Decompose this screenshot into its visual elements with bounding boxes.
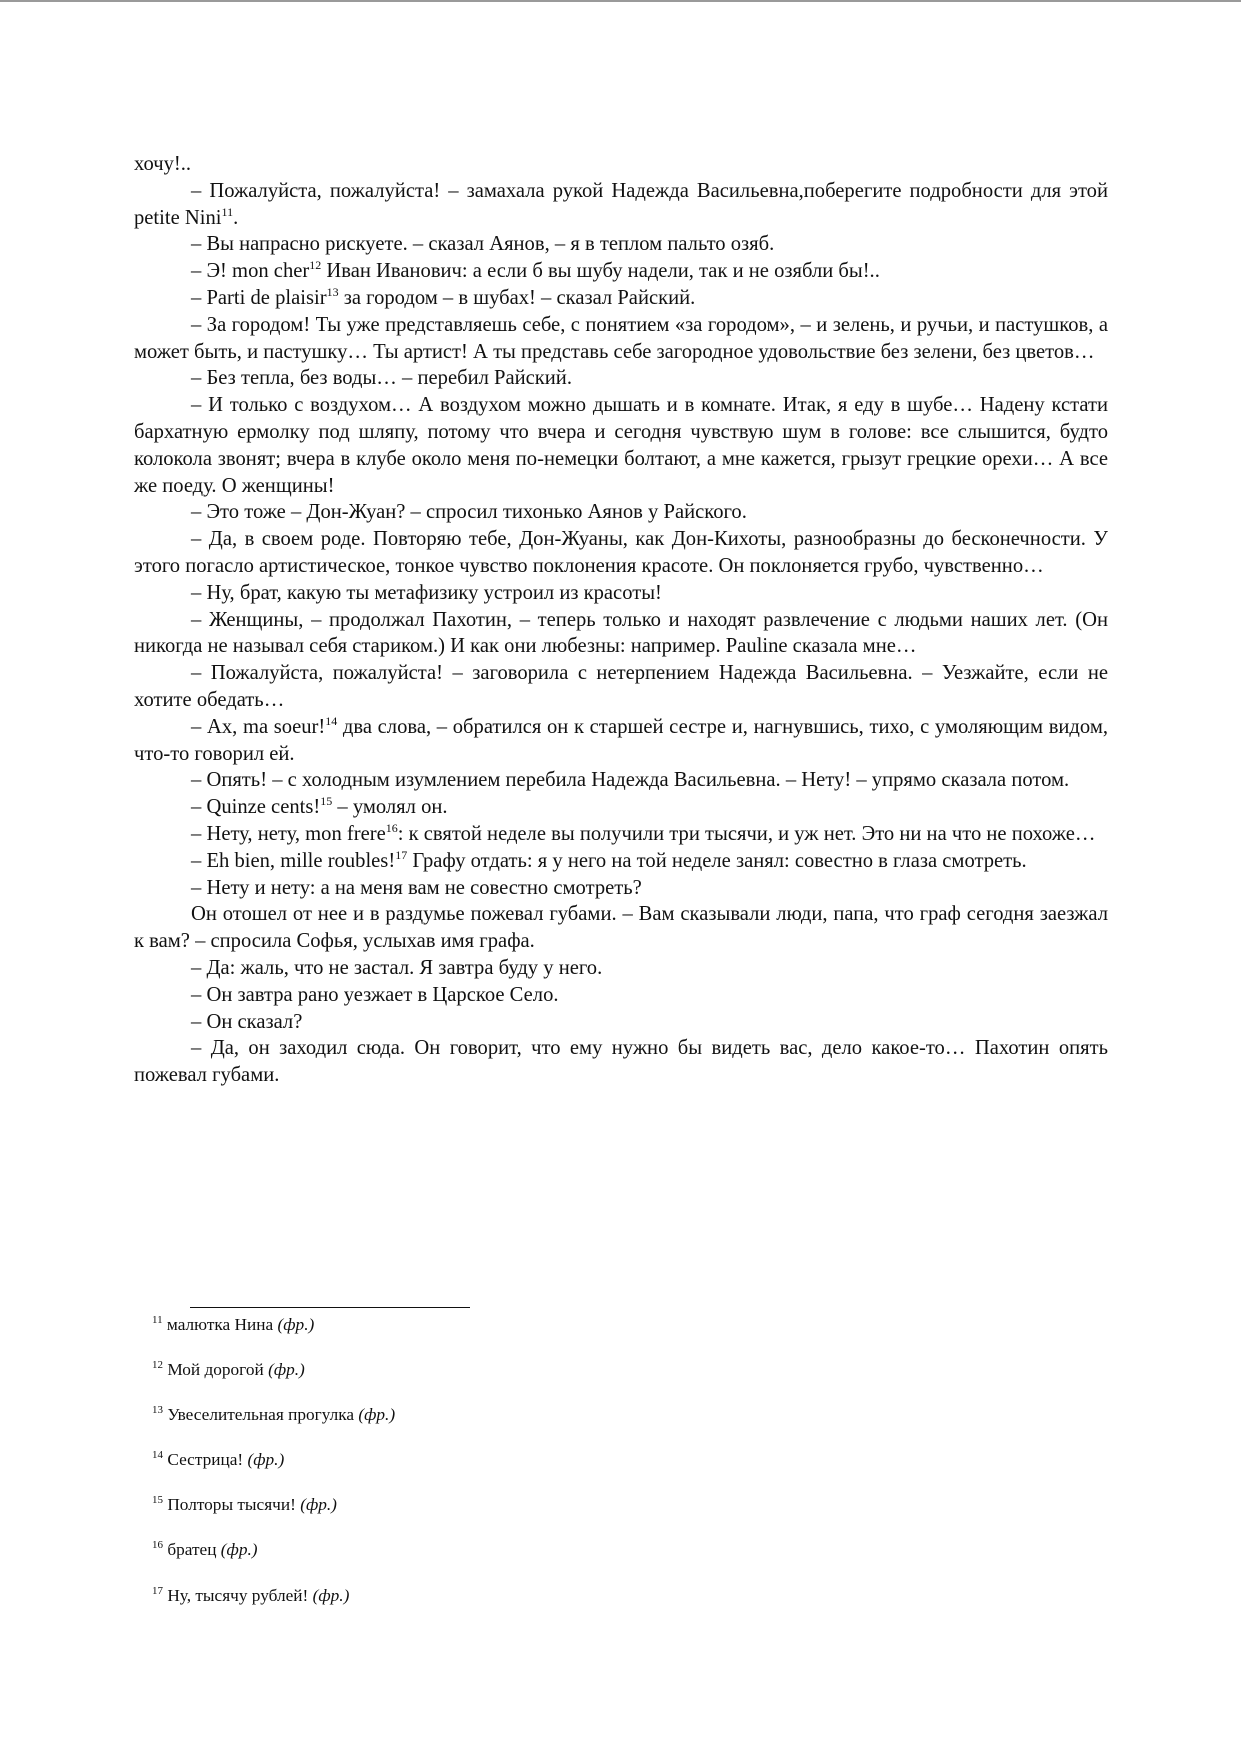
paragraph-text: хочу!.. (134, 153, 192, 175)
paragraph-text: Он отошел от нее и в раздумье пожевал губами. – Вам сказывали люди, папа, что граф сегодня заезжал к вам? – спросила Софья, услыхав имя графа. (134, 903, 1108, 953)
paragraph (134, 1035, 1108, 1089)
footnote-text: Ну, тысячу рублей! (167, 1585, 309, 1605)
paragraph-text: Иван Иванович: а если б вы шубу надели, так и не озябли бы!.. (321, 260, 880, 283)
paragraph (134, 1009, 1108, 1036)
paragraph (134, 580, 1108, 607)
paragraph (134, 875, 1108, 902)
footnote-lang: (фр.) (220, 1540, 258, 1560)
footnote-lang: (фр.) (300, 1495, 337, 1515)
paragraph-text: – Он сказал? (191, 1010, 303, 1033)
footnote-text: Сестрица! (167, 1450, 244, 1470)
footnote-text: малютка Нина (166, 1315, 274, 1334)
paragraph (134, 499, 1108, 526)
footnote-number: 14 (152, 1449, 163, 1462)
footnote-number: 17 (152, 1584, 163, 1597)
footnote-separator (190, 1307, 470, 1308)
paragraph-text: : к святой неделе вы получили три тысячи, и уж нет. Это ни на что не похоже… (397, 822, 1096, 845)
paragraph-text: Графу отдать: я у него на той неделе занял: совестно в глаза смотреть. (407, 849, 1027, 872)
footnotes (152, 1314, 1052, 1630)
footnote-text: Полторы тысячи! (167, 1495, 296, 1515)
paragraph (134, 821, 1108, 848)
paragraph-text: – умолял он. (332, 796, 448, 819)
paragraph-text: – Женщины, – продолжал Пахотин, – теперь только и находят развлечение с людьми наших лет. (Он никогда не называл себя стариком.) И как они любезны: например. Pauline сказала мне… (134, 608, 1108, 658)
footnote-ref[interactable]: 13 (326, 285, 339, 300)
paragraph (134, 660, 1108, 714)
paragraph (134, 607, 1108, 661)
paragraph-text: . (233, 206, 239, 229)
footnote-lang: (фр.) (247, 1450, 285, 1470)
paragraph (134, 285, 1108, 312)
paragraph (134, 392, 1108, 499)
paragraph (134, 178, 1108, 232)
paragraph (134, 151, 1108, 178)
footnote-text: братец (167, 1540, 217, 1560)
footnote (152, 1359, 1052, 1404)
paragraph-text: – Пожалуйста, пожалуйста! – заговорила с нетерпением Надежда Васильевна. – Уезжайте, если не хотите обедать… (134, 662, 1108, 711)
paragraph-text: – И только с воздухом… А воздухом можно дышать и в комнате. Итак, я еду в шубе… Надену кстати бархатную ермолку под шляпу, потому что вчера и сегодня чувствую шум в голове: все слышится, будто колокола звонят; вчера в клубе около меня по-немецки болтают, а мне кажется, грызут грецкие орехи… А все же поеду. О женщины! (134, 394, 1108, 497)
paragraph (134, 848, 1108, 875)
paragraph-text: – Без тепла, без воды… – перебил Райский. (191, 367, 572, 390)
footnote (152, 1494, 1052, 1539)
paragraph (134, 526, 1108, 580)
footnote-ref[interactable]: 12 (309, 258, 322, 273)
paragraph (134, 901, 1108, 955)
paragraph (134, 714, 1108, 768)
footnote-ref[interactable]: 16 (385, 821, 398, 836)
paragraph (134, 982, 1108, 1009)
paragraph-text: – Он завтра рано уезжает в Царское Село. (191, 983, 559, 1006)
footnote (152, 1449, 1052, 1494)
paragraph-text: – Да, он заходил сюда. Он говорит, что ему нужно бы видеть вас, дело какое-то… Пахотин опять пожевал губами. (134, 1037, 1108, 1087)
footnote-number: 12 (152, 1359, 163, 1372)
paragraph-text: – Вы напрасно рискуете. – сказал Аянов, – я в теплом пальто озяб. (191, 233, 775, 256)
paragraph (134, 767, 1108, 794)
paragraph (134, 365, 1108, 392)
footnote-lang: (фр.) (277, 1315, 315, 1334)
footnote-ref[interactable]: 11 (221, 204, 234, 219)
footnote-ref[interactable]: 14 (325, 713, 338, 728)
paragraph-text: – Пожалуйста, пожалуйста! – замахала рукой Надежда Васильевна,поберегите подробности для этой petite Nini (134, 179, 1108, 229)
footnote-lang: (фр.) (268, 1360, 305, 1380)
footnote (152, 1539, 1052, 1584)
paragraph-text: – Ах, ma soeur! (191, 715, 326, 738)
paragraph-text: – Э! mon cher (191, 260, 310, 283)
footnote (152, 1314, 1052, 1359)
paragraph-text: – За городом! Ты уже представляешь себе, с понятием «за городом», – и зелень, и ручьи, и пастушков, а может быть, и пастушку… Ты артист! А ты представь себе загородное удовольствие без зелени, без цветов… (134, 313, 1108, 363)
paragraph (134, 955, 1108, 982)
paragraph-text: – Quinze cents! (191, 796, 321, 819)
footnote-text: Мой дорогой (167, 1360, 264, 1380)
paragraph (134, 231, 1108, 258)
footnote-number: 11 (152, 1314, 163, 1327)
paragraph-text: – Да: жаль, что не застал. Я завтра буду у него. (191, 956, 603, 979)
page-body (134, 151, 1108, 1089)
footnote-text: Увеселительная прогулка (167, 1405, 355, 1425)
footnote-number: 16 (152, 1539, 163, 1552)
paragraph-text: – Parti de plaisir (191, 286, 327, 309)
paragraph-text: – Опять! – с холодным изумлением перебила Надежда Васильевна. – Нету! – упрямо сказала потом. (191, 769, 1070, 792)
footnote-lang: (фр.) (358, 1405, 396, 1425)
footnote-ref[interactable]: 15 (320, 794, 333, 809)
paragraph (134, 258, 1108, 285)
paragraph-text: два слова, – обратился он к старшей сестре и, нагнувшись, тихо, с умоляющим видом, что-то говорил ей. (134, 715, 1108, 765)
paragraph (134, 312, 1108, 366)
paragraph-text: – Да, в своем роде. Повторяю тебе, Дон-Жуаны, как Дон-Кихоты, разнообразны до бесконечности. У этого погасло артистическое, тонкое чувство поклонения красоте. Он поклоняется грубо, чувственно… (134, 528, 1108, 577)
footnote (152, 1585, 1052, 1630)
footnote-lang: (фр.) (312, 1585, 350, 1605)
footnote (152, 1404, 1052, 1449)
paragraph-text: – Нету и нету: а на меня вам не совестно смотреть? (191, 876, 642, 899)
footnote-ref[interactable]: 17 (395, 847, 408, 862)
paragraph-text: – Это тоже – Дон-Жуан? – спросил тихонько Аянов у Райского. (191, 501, 747, 524)
paragraph-text: за городом – в шубах! – сказал Райский. (338, 286, 696, 309)
paragraph (134, 794, 1108, 821)
paragraph-text: – Eh bien, mille roubles! (191, 849, 396, 872)
paragraph-text: – Нету, нету, mon frere (191, 822, 386, 845)
page-top-border (0, 0, 1241, 2)
footnote-number: 13 (152, 1404, 163, 1417)
footnote-number: 15 (152, 1494, 163, 1507)
paragraph-text: – Ну, брат, какую ты метафизику устроил из красоты! (191, 581, 662, 604)
